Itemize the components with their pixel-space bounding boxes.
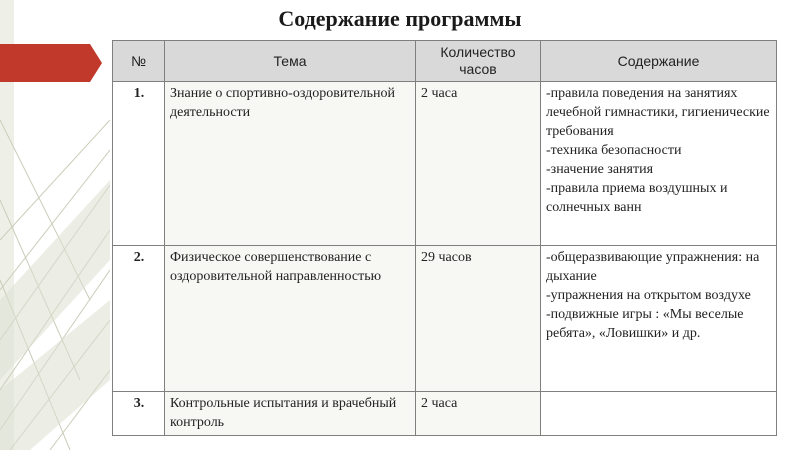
page-title: Содержание программы	[278, 6, 522, 31]
row-topic: Физическое совершенствование с оздоровительной направленностью	[165, 246, 416, 392]
row-number: 3.	[113, 392, 165, 436]
table-row	[113, 82, 777, 246]
header-content: Содержание	[541, 41, 777, 82]
row-content	[541, 392, 777, 436]
table-header-row	[113, 41, 777, 82]
content-item: -подвижные игры : «Мы веселые ребята», «Ловишки» и др.	[546, 307, 744, 341]
row-hours: 29 часов	[416, 246, 541, 392]
table-row	[113, 392, 777, 436]
row-hours: 2 часа	[416, 82, 541, 246]
content-item: -правила приема воздушных и солнечных ванн	[546, 181, 728, 215]
header-number: №	[113, 41, 165, 82]
content-item: -правила поведения на занятиях лечебной гимнастики, гигиенические требования	[546, 86, 770, 139]
content-item: -общеразвивающие упражнения: на дыхание	[546, 250, 760, 284]
row-number: 2.	[113, 246, 165, 392]
row-content	[541, 246, 777, 392]
content-item: -значение занятия	[546, 162, 654, 177]
row-topic: Контрольные испытания и врачебный контроль	[165, 392, 416, 436]
row-hours: 2 часа	[416, 392, 541, 436]
content-item: -техника безопасности	[546, 143, 682, 158]
content-item: -упражнения на открытом воздухе	[546, 288, 751, 303]
row-topic: Знание о спортивно-оздоровительной деятельности	[165, 82, 416, 246]
table-row	[113, 246, 777, 392]
row-content	[541, 82, 777, 246]
header-topic: Тема	[165, 41, 416, 82]
header-hours: Количество часов	[416, 41, 541, 82]
row-number: 1.	[113, 82, 165, 246]
program-table	[112, 40, 777, 436]
accent-arrow-shape	[0, 44, 102, 82]
